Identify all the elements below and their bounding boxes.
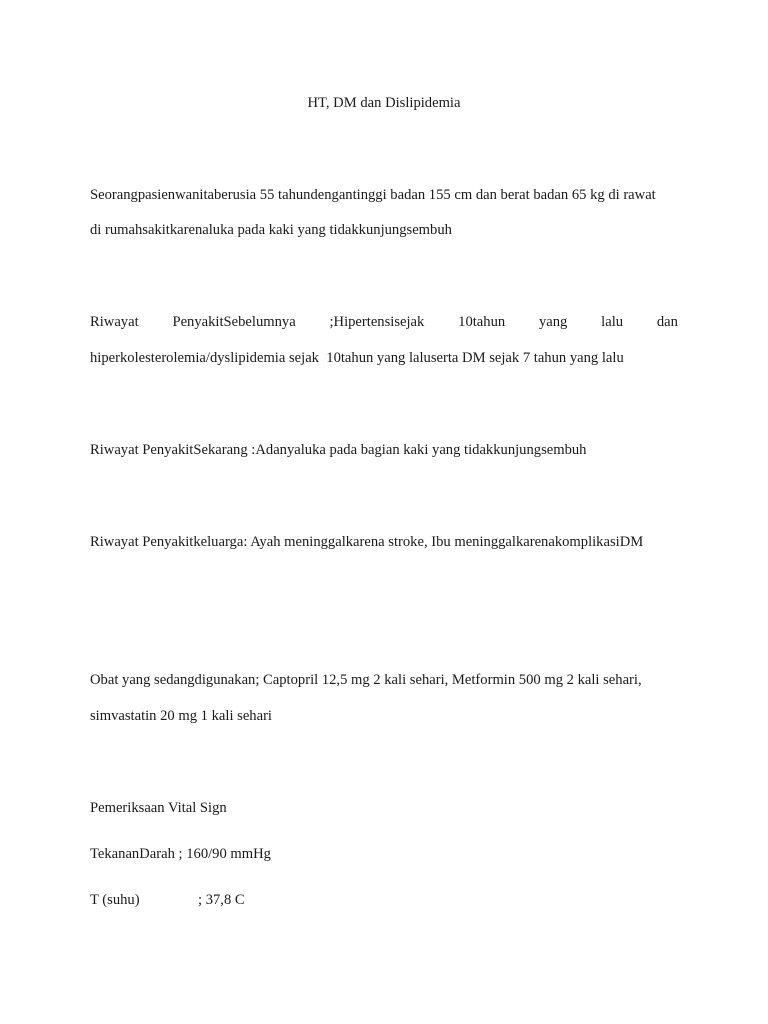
intro-line-2: di rumahsakitkarenaluka pada kaki yang tidakkunjungsembuh xyxy=(90,222,452,238)
riwayat-sekarang: Riwayat PenyakitSekarang :Adanyaluka pada bagian kaki yang tidakkunjungsembuh xyxy=(90,442,587,458)
riwayat-sebelumnya-line-1 xyxy=(90,312,678,332)
obat-line-1: Obat yang sedangdigunakan; Captopril 12,5 mg 2 kali sehari, Metformin 500 mg 2 kali sehari, xyxy=(90,672,642,688)
document-title: HT, DM dan Dislipidemia xyxy=(307,95,461,111)
word: Riwayat xyxy=(90,314,139,330)
obat-line-2: simvastatin 20 mg 1 kali sehari xyxy=(90,708,272,724)
suhu-value: ; 37,8 C xyxy=(198,892,245,908)
word: ;Hipertensisejak xyxy=(329,314,425,330)
tekanan-darah: TekananDarah ; 160/90 mmHg xyxy=(90,846,271,862)
word: yang xyxy=(538,314,568,330)
word: 10tahun xyxy=(458,314,506,330)
word: lalu xyxy=(601,314,624,330)
suhu-label: T (suhu) xyxy=(90,892,140,908)
word: PenyakitSebelumnya xyxy=(172,314,296,330)
riwayat-keluarga: Riwayat Penyakitkeluarga: Ayah meninggalkarena stroke, Ibu meninggalkarenakomplikasiDM xyxy=(90,534,644,550)
intro-line-1: Seorangpasienwanitaberusia 55 tahundengantinggi badan 155 cm dan berat badan 65 kg di rawat xyxy=(90,187,656,203)
riwayat-sebelumnya-line-2: hiperkolesterolemia/dyslipidemia sejak 10tahun yang laluserta DM sejak 7 tahun yang lalu xyxy=(90,350,624,366)
suhu-row xyxy=(90,890,678,910)
vital-sign-heading: Pemeriksaan Vital Sign xyxy=(90,800,227,816)
word: dan xyxy=(656,314,678,330)
